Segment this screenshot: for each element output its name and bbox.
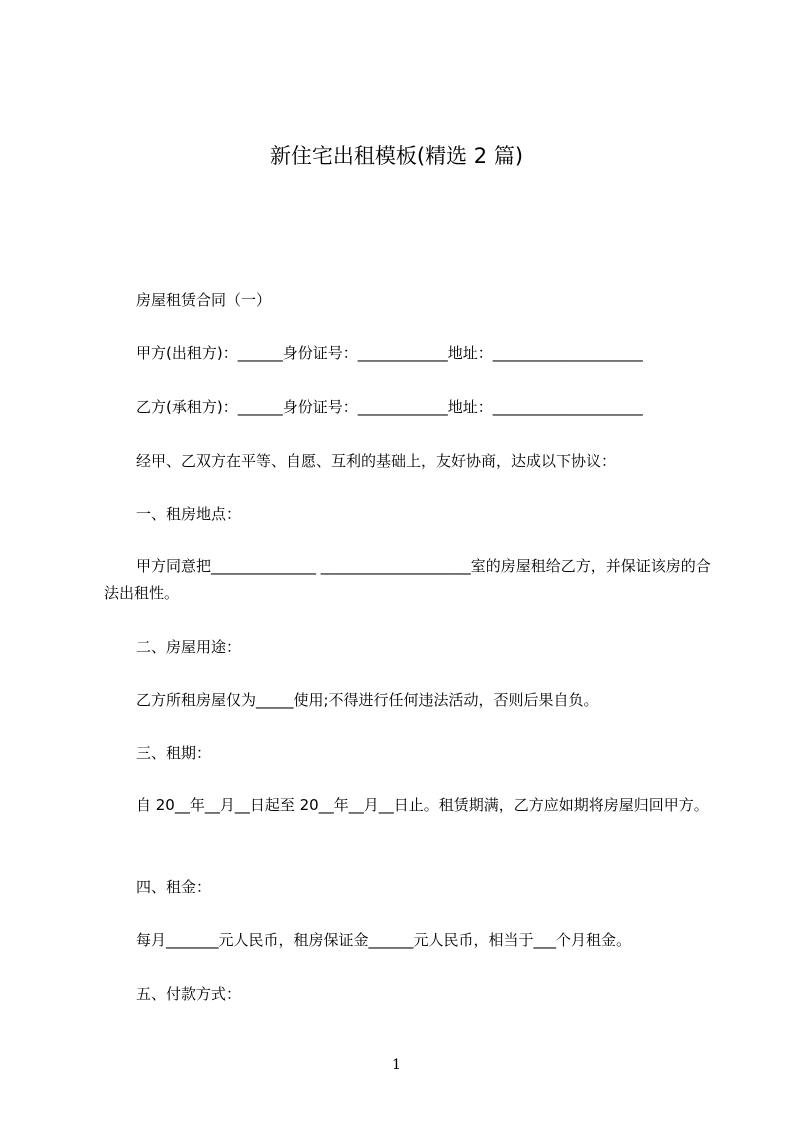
document-title: 新住宅出租模板(精选 2 篇) [269,144,524,168]
page-number: 1 [392,1057,401,1073]
agreement-line: 经甲、乙双方在平等、自愿、互利的基础上，友好协商，达成以下协议： [136,452,617,470]
section-heading-payment: 五、付款方式： [136,985,242,1003]
section-heading-term: 三、租期： [136,744,212,762]
section-heading-usage: 二、房屋用途： [136,638,242,656]
party-b-line: 乙方(承租方)：______身份证号：____________地址：____________________ [136,398,643,416]
location-paragraph: 甲方同意把______________ ____________________室的房屋租给乙方，并保证该房的合法出租性。 [104,557,711,602]
usage-paragraph: 乙方所租房屋仅为_____使用;不得进行任何违法活动，否则后果自负。 [136,691,599,709]
section-heading-rent: 四、租金： [136,878,212,896]
rent-paragraph: 每月_______元人民币，租房保证金______元人民币，相当于___个月租金。 [136,931,632,949]
contract-heading: 房屋租赁合同（一） [136,291,272,309]
term-paragraph: 自 20__年__月__日起至 20__年__月__日止。租赁期满，乙方应如期将房屋归回甲方。 [136,796,709,814]
party-a-line: 甲方(出租方)：______身份证号：____________地址：____________________ [136,344,643,362]
section-heading-location: 一、租房地点： [136,505,242,523]
